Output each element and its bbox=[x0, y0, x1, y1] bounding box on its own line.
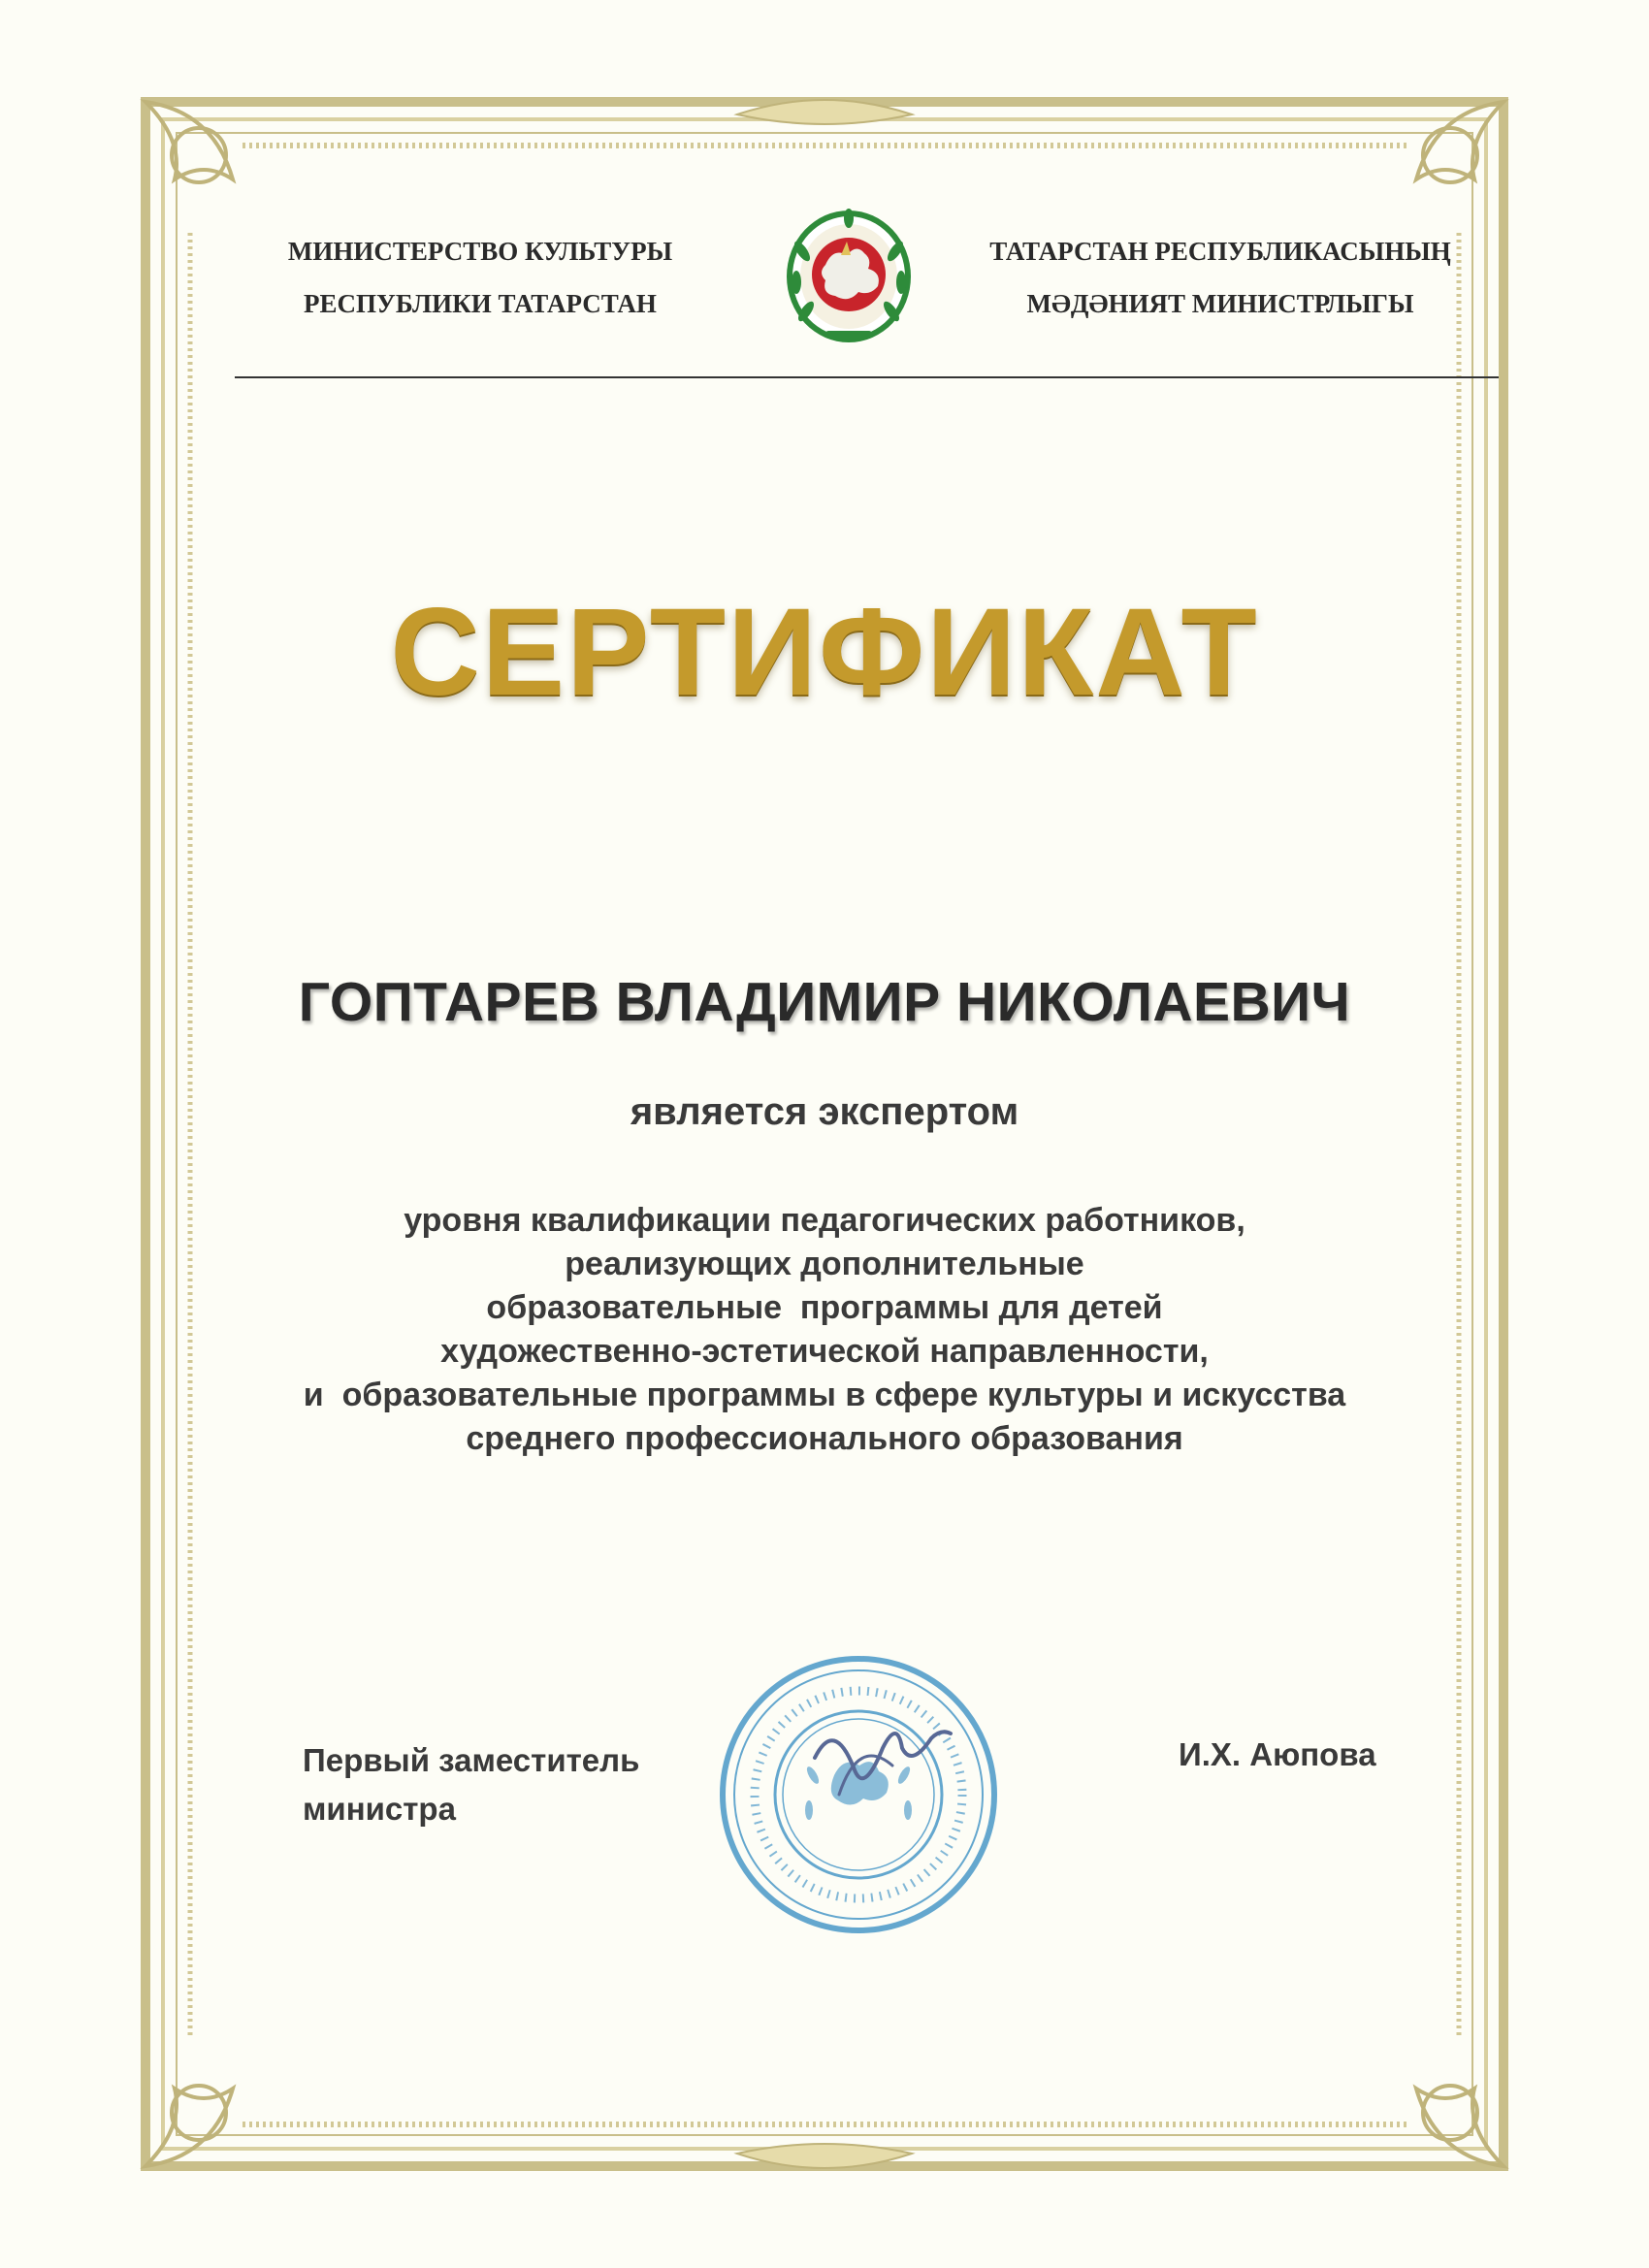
certificate-description bbox=[0, 1199, 1649, 1461]
signatory-position bbox=[303, 1736, 639, 1833]
ministry-name-russian-line-1: МИНИСТЕРСТВО КУЛЬТУРЫ bbox=[287, 237, 673, 266]
ministry-name-tatar-line-1: ТАТАРСТАН РЕСПУБЛИКАСЫНЫҢ bbox=[989, 237, 1451, 266]
description-line: художественно-эстетической направленности, bbox=[440, 1333, 1209, 1370]
description-line: среднего профессионального образования bbox=[466, 1420, 1183, 1457]
official-seal-stamp bbox=[708, 1649, 1009, 1940]
header-divider bbox=[235, 376, 1499, 378]
signatory-position-line-2: министра bbox=[303, 1791, 456, 1827]
signatory-position-line-1: Первый заместитель bbox=[303, 1742, 640, 1778]
recipient-name: ГОПТАРЕВ ВЛАДИМИР НИКОЛАЕВИЧ bbox=[298, 971, 1351, 1033]
description-line: уровня квалификации педагогических работников, bbox=[404, 1202, 1245, 1239]
tatarstan-emblem-icon bbox=[783, 207, 915, 352]
recipient-role: является экспертом bbox=[630, 1090, 1019, 1133]
certificate-title: СЕРТИФИКАТ bbox=[390, 583, 1259, 722]
ministry-name-russian bbox=[242, 225, 718, 330]
description-line: и образовательные программы в сфере культуры и искусства bbox=[303, 1377, 1346, 1413]
ministry-name-russian-line-2: РЕСПУБЛИКИ ТАТАРСТАН bbox=[304, 289, 657, 318]
signatory-name: И.Х. Аюпова bbox=[1179, 1736, 1376, 1772]
description-line: реализующих дополнительные bbox=[565, 1246, 1084, 1282]
ministry-name-tatar-line-2: МӘДӘНИЯТ МИНИСТРЛЫГЫ bbox=[1026, 289, 1414, 318]
description-line: образовательные программы для детей bbox=[486, 1289, 1163, 1326]
ministry-name-tatar bbox=[939, 225, 1502, 330]
